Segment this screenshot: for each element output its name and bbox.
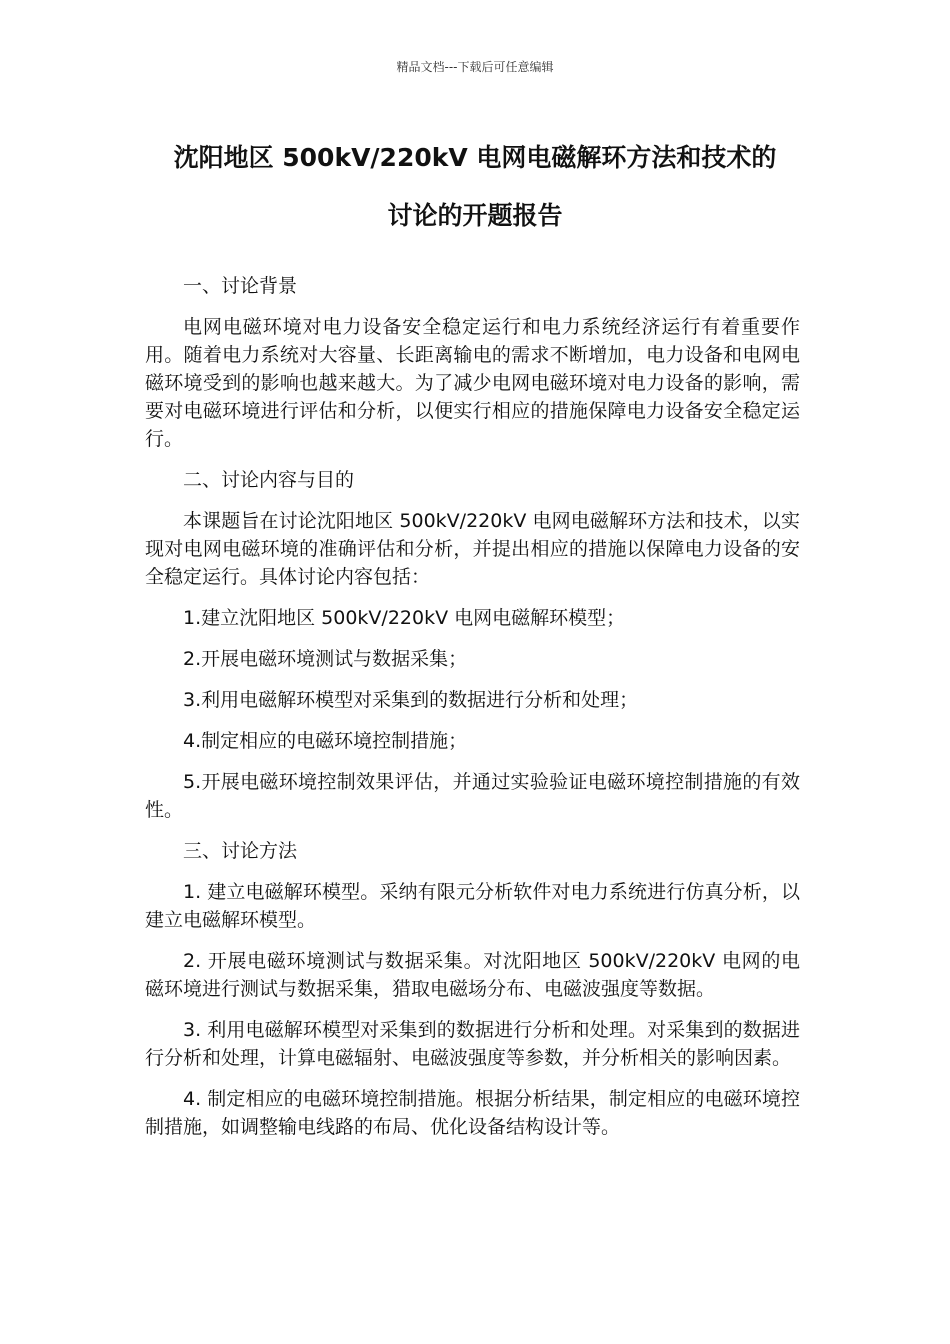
header-note: 精品文档---下载后可任意编辑 — [396, 60, 554, 74]
list-item: 4. 制定相应的电磁环境控制措施。根据分析结果，制定相应的电磁环境控制措施，如调整输电线路的布局、优化设备结构设计等。 — [145, 1088, 800, 1138]
list-item: 3. 利用电磁解环模型对采集到的数据进行分析和处理。对采集到的数据进行分析和处理，计算电磁辐射、电磁波强度等参数，并分析相关的影响因素。 — [145, 1019, 800, 1069]
list-item: 3.利用电磁解环模型对采集到的数据进行分析和处理； — [183, 689, 639, 711]
section-paragraph-background: 电网电磁环境对电力设备安全稳定运行和电力系统经济运行有着重要作用。随着电力系统对大容量、长距离输电的需求不断增加，电力设备和电网电磁环境受到的影响也越来越大。为了减少电网电磁环境对电力设备的影响，需要对电磁环境进行评估和分析，以便实行相应的措施保障电力设备安全稳定运行。 — [145, 316, 800, 450]
list-item: 4.制定相应的电磁环境控制措施； — [183, 730, 468, 752]
list-item: 5.开展电磁环境控制效果评估，并通过实验验证电磁环境控制措施的有效性。 — [145, 771, 800, 821]
section-paragraph-content-goal: 本课题旨在讨论沈阳地区 500kV/220kV 电网电磁解环方法和技术，以实现对电网电磁环境的准确评估和分析，并提出相应的措施以保障电力设备的安全稳定运行。具体讨论内容包括： — [145, 510, 800, 588]
document-title-line-2: 讨论的开题报告 — [387, 201, 563, 230]
section-heading-method: 三、讨论方法 — [183, 840, 298, 862]
list-item: 1.建立沈阳地区 500kV/220kV 电网电磁解环模型； — [183, 607, 626, 629]
document-body — [145, 272, 800, 1154]
document-title-line-1: 沈阳地区 500kV/220kV 电网电磁解环方法和技术的 — [173, 143, 777, 172]
list-item: 2. 开展电磁环境测试与数据采集。对沈阳地区 500kV/220kV 电网的电磁环境进行测试与数据采集，猎取电磁场分布、电磁波强度等数据。 — [145, 950, 800, 1000]
section-heading-content-goal: 二、讨论内容与目的 — [183, 469, 355, 491]
section-heading-background: 一、讨论背景 — [183, 275, 298, 297]
list-item: 1. 建立电磁解环模型。采纳有限元分析软件对电力系统进行仿真分析，以建立电磁解环模型。 — [145, 881, 800, 931]
list-item: 2.开展电磁环境测试与数据采集； — [183, 648, 468, 670]
